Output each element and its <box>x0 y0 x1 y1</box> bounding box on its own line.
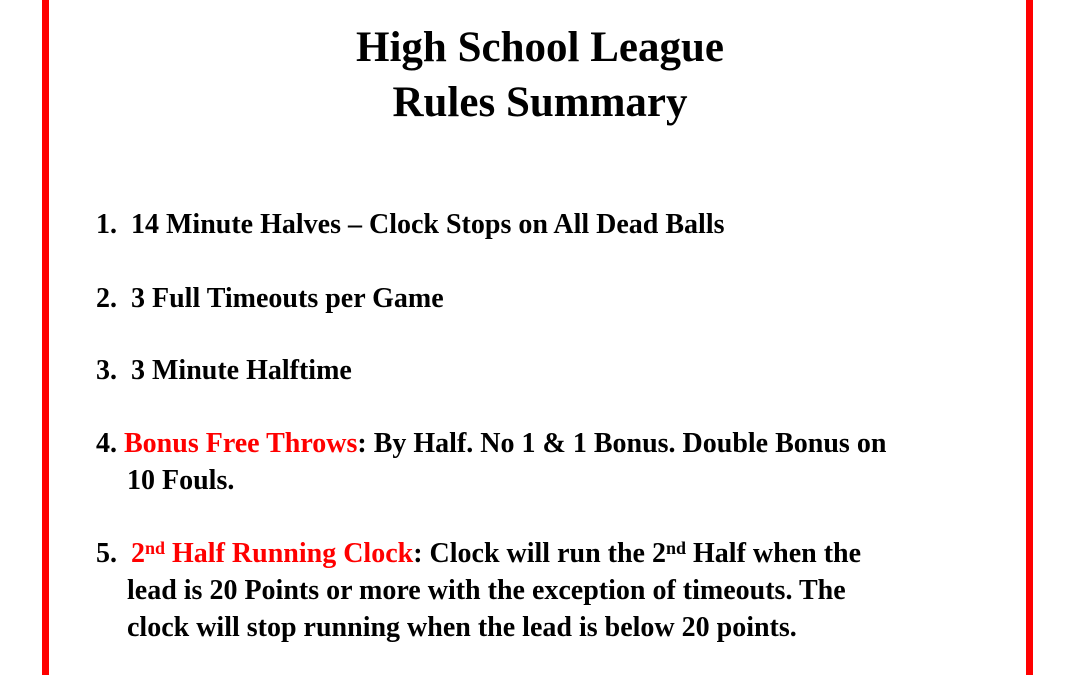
rule-text: : Clock will run the 2 <box>413 538 666 569</box>
rule-number: 3. <box>96 355 117 386</box>
rule-heading: Bonus Free Throws <box>124 428 358 459</box>
rule-heading-rest: Half Running Clock <box>165 538 414 569</box>
rule-line <box>96 535 861 572</box>
rule-item-2 <box>96 280 444 317</box>
rule-line: lead is 20 Points or more with the exception of timeouts. The <box>127 575 846 606</box>
title-line-1: High School League <box>356 24 724 71</box>
rule-item-3 <box>96 352 352 389</box>
rule-text: 14 Minute Halves – Clock Stops on All Dead Balls <box>131 209 725 240</box>
rule-number: 1. <box>96 209 117 240</box>
rule-item-5 <box>96 535 861 646</box>
rule-text: 3 Minute Halftime <box>131 355 352 386</box>
rule-number: 5. <box>96 538 117 569</box>
rule-line <box>96 425 886 462</box>
rule-heading <box>131 538 413 569</box>
title-line-2: Rules Summary <box>392 79 688 126</box>
rule-line: clock will stop running when the lead is below 20 points. <box>127 612 797 643</box>
rule-text: : By Half. No 1 & 1 Bonus. Double Bonus on <box>357 428 887 459</box>
rule-heading-number: 2 <box>131 538 145 569</box>
rule-number: 4. <box>96 428 117 459</box>
rule-text: 3 Full Timeouts per Game <box>131 283 444 314</box>
rule-number: 2. <box>96 283 117 314</box>
rule-heading-superscript: nd <box>145 537 166 558</box>
rule-text-superscript: nd <box>665 537 687 558</box>
rule-item-1 <box>96 206 725 243</box>
rule-item-4 <box>96 425 886 499</box>
document-title <box>0 20 1080 130</box>
rule-text: Half when the <box>686 538 862 569</box>
rule-line: 10 Fouls. <box>127 465 235 496</box>
